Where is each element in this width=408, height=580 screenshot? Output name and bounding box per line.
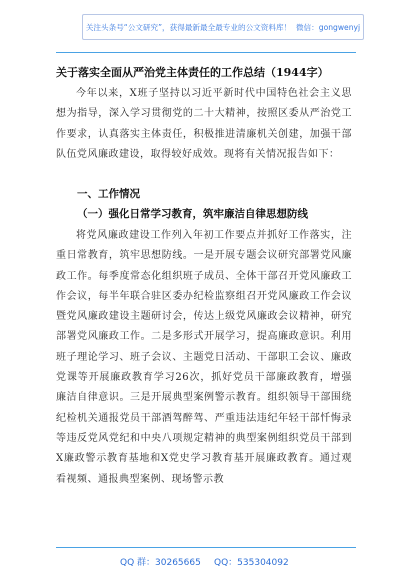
header-notice-text: 关注头条号“公文研究”，获得最新最全最专业的公文资料库！ [85, 22, 292, 32]
subsection-heading-study-education: （一）强化日常学习教育，筑牢廉洁自律思想防线 [77, 208, 308, 220]
footer-divider [56, 547, 356, 548]
header-divider [56, 52, 356, 53]
intro-paragraph-block [56, 84, 352, 165]
intro-paragraph: 今年以来，X班子坚持以习近平新时代中国特色社会主义思想为指导，深入学习贯彻党的二十大精神，按照区委从严治党工作要求，认真落实主体责任，积极推进清廉机关创建，加强干部队伍党风廉政建设，取得较好成效。现将有关情况报告如下： [56, 88, 352, 160]
header-wechat-id: 微信：gongwenyj [295, 22, 361, 32]
subsection-body-paragraph: 将党风廉政建设工作列入年初工作要点并抓好工作落实，注重日常教育，筑牢思想防线。一是开展专题会议研究部署党风廉政工作。每季度常态化组织班子成员、全体干部召开党风廉政工作会议，每半年联合驻区委办纪检监察组召开党风廉政工作会议暨党风廉政建设主题研讨会，传达上级党风廉政会议精神，研究部署党风廉政工作。二是多形式开展学习，提高廉政意识。利用班子理论学习、班子会议、主题党日活动、干部职工会议、廉政党课等开展廉政教育学习26次，抓好党员干部廉政教育，增强廉洁自律意识。三是开展典型案例警示教育。组织领导干部围绕纪检机关通报党员干部酒驾醉驾、严重违法违纪年轻干部忏悔录等违反党风党纪和中央八项规定精神的典型案例组织党员干部到X廉政警示教育基地和X党史学习教育基开展廉政教育。通过观看视频、通报典型案例、现场警示教 [56, 230, 352, 485]
section-heading-work-status: 一、工作情况 [77, 188, 140, 200]
subsection-body-block [56, 226, 352, 490]
footer-qq-contact: QQ：535304092 [214, 558, 289, 568]
header-notice-banner [82, 14, 364, 40]
document-title: 关于落实全面从严治党主体责任的工作总结（1944字） [56, 66, 329, 79]
footer-qq-group: QQ 群：30265665 [120, 558, 201, 568]
